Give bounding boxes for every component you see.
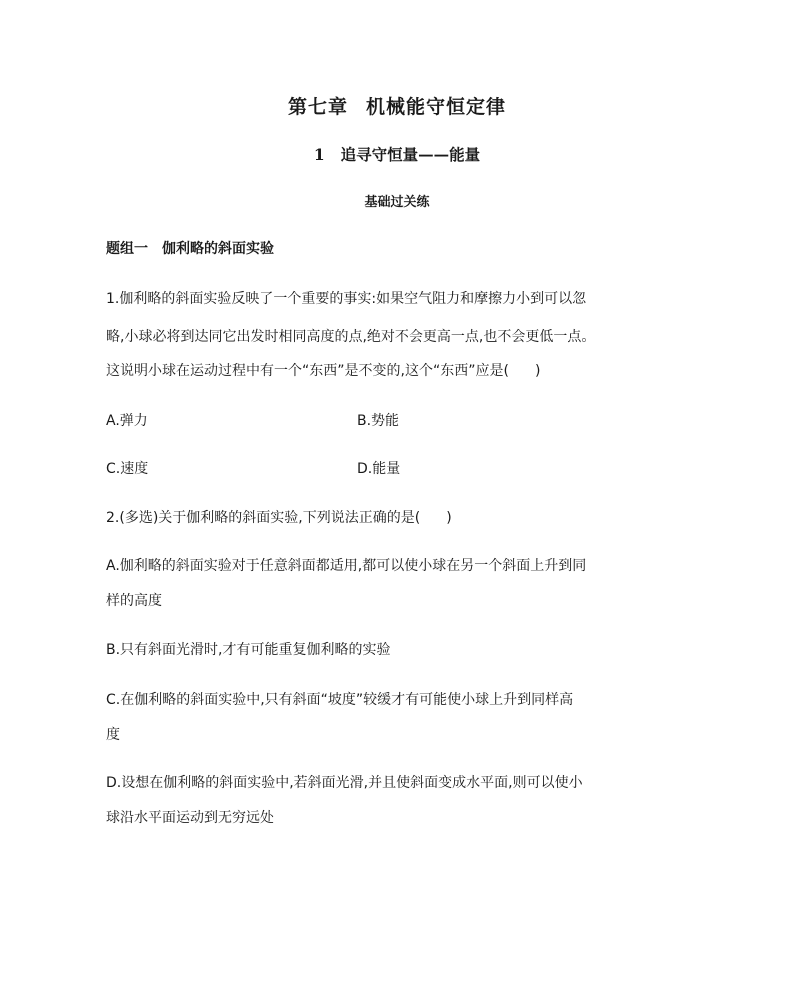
- question-1-option-a: A.弹力: [106, 413, 148, 429]
- chapter-title: [0, 92, 794, 119]
- question-1-stem-line-3: [106, 360, 540, 380]
- question-1-option-c: C.速度: [106, 461, 149, 477]
- question-1-answer-paren-close: ): [534, 363, 541, 379]
- subsection-title: 基础过关练: [364, 195, 430, 210]
- section-name: 追寻守恒量——能量: [340, 145, 481, 164]
- question-1-stem-line-2: 略,小球必将到达同它出发时相同高度的点,绝对不会更高一点,也不会更低一点。: [106, 329, 596, 345]
- section-title: [0, 143, 794, 165]
- question-2-answer-paren-close: ): [446, 510, 452, 526]
- question-1-option-b: B.势能: [357, 413, 400, 429]
- question-1-stem-line-1: 1.伽利略的斜面实验反映了一个重要的事实:如果空气阻力和摩擦力小到可以忽: [106, 291, 587, 307]
- question-2-option-a-line-1: A.伽利略的斜面实验对于任意斜面都适用,都可以使小球在另一个斜面上升到同: [106, 558, 587, 574]
- question-2-option-c-line-2: 度: [106, 727, 120, 743]
- question-2-option-c-line-1: C.在伽利略的斜面实验中,只有斜面“坡度”较缓才有可能使小球上升到同样高: [106, 692, 574, 708]
- group-name: 伽利略的斜面实验: [162, 241, 274, 257]
- chapter-label: 第七章: [287, 96, 348, 118]
- question-2-option-d-line-2: 球沿水平面运动到无穷远处: [106, 810, 274, 826]
- group-title: [106, 238, 274, 258]
- group-label: 题组一: [106, 241, 148, 257]
- question-2-option-b-line-1: B.只有斜面光滑时,才有可能重复伽利略的实验: [106, 642, 391, 658]
- question-1-stem-text: 这说明小球在运动过程中有一个“东西”是不变的,这个“东西”应是(: [106, 363, 509, 379]
- question-2-option-d-line-1: D.设想在伽利略的斜面实验中,若斜面光滑,并且使斜面变成水平面,则可以使小: [106, 775, 583, 791]
- question-2-option-a-line-2: 样的高度: [106, 593, 162, 609]
- question-2-stem-line-1: [106, 507, 452, 527]
- question-1-option-d: D.能量: [357, 461, 401, 477]
- chapter-name: 机械能守恒定律: [366, 96, 507, 118]
- section-number: 1: [313, 145, 325, 164]
- question-2-stem-text: 2.(多选)关于伽利略的斜面实验,下列说法正确的是(: [106, 510, 421, 526]
